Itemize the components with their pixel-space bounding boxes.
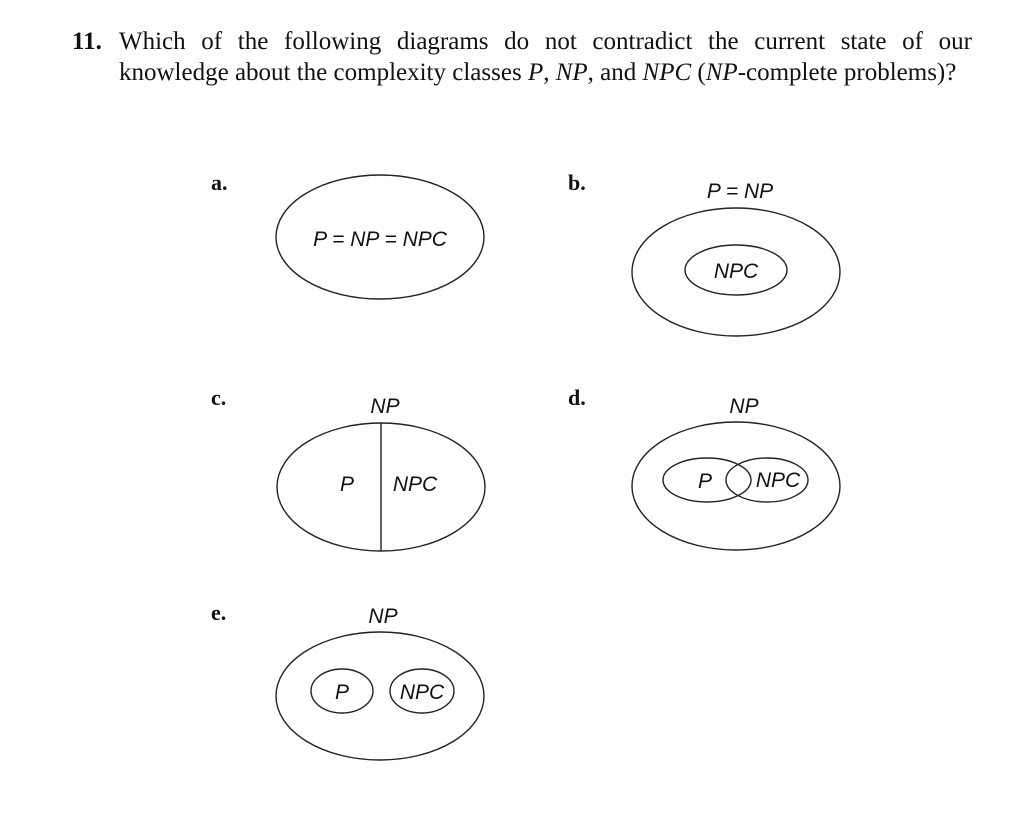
option-d-letter: d. — [568, 385, 586, 410]
diagram-a-label: P = NP = NPC — [313, 228, 447, 251]
question-text-part2: -complete problems)? — [737, 59, 957, 86]
option-b-letter: b. — [568, 170, 586, 195]
option-a-letter: a. — [211, 170, 228, 195]
diagram-b — [632, 180, 840, 336]
question-comma-and: , and — [587, 59, 643, 86]
question-text-part1: Which of the following diagrams do not contradict the current state of our knowledge about the complexity classes — [119, 28, 972, 86]
question-comma-1: , — [543, 59, 556, 86]
diagram-c-left-label: P — [339, 473, 355, 496]
diagram-d-outer-label: NP — [729, 395, 759, 418]
class-np-in-paren: NP — [705, 59, 738, 86]
option-c-letter: c. — [211, 385, 227, 410]
diagram-e-right-label: NPC — [399, 681, 445, 704]
diagram-a — [276, 175, 484, 299]
question-number: 11. — [72, 28, 102, 55]
diagram-d-right-label: NPC — [755, 469, 801, 492]
diagram-b-inner-label: NPC — [713, 260, 759, 283]
diagram-d-left-label: P — [697, 470, 713, 493]
diagram-e — [276, 605, 484, 760]
diagram-e-outer-label: NP — [368, 605, 398, 628]
option-e-letter: e. — [211, 600, 227, 625]
class-npc: NPC — [642, 59, 692, 86]
diagram-c-right-label: NPC — [392, 473, 438, 496]
question-paren-open: ( — [691, 59, 706, 86]
diagram-c-outer-label: NP — [370, 395, 400, 418]
diagram-d — [632, 395, 840, 550]
diagram-c — [277, 395, 485, 551]
diagram-d-outer-ellipse — [632, 422, 840, 550]
class-p: P — [527, 59, 544, 86]
diagram-e-left-label: P — [334, 681, 350, 704]
class-np: NP — [555, 59, 588, 86]
diagram-b-outer-label: P = NP — [706, 180, 774, 203]
